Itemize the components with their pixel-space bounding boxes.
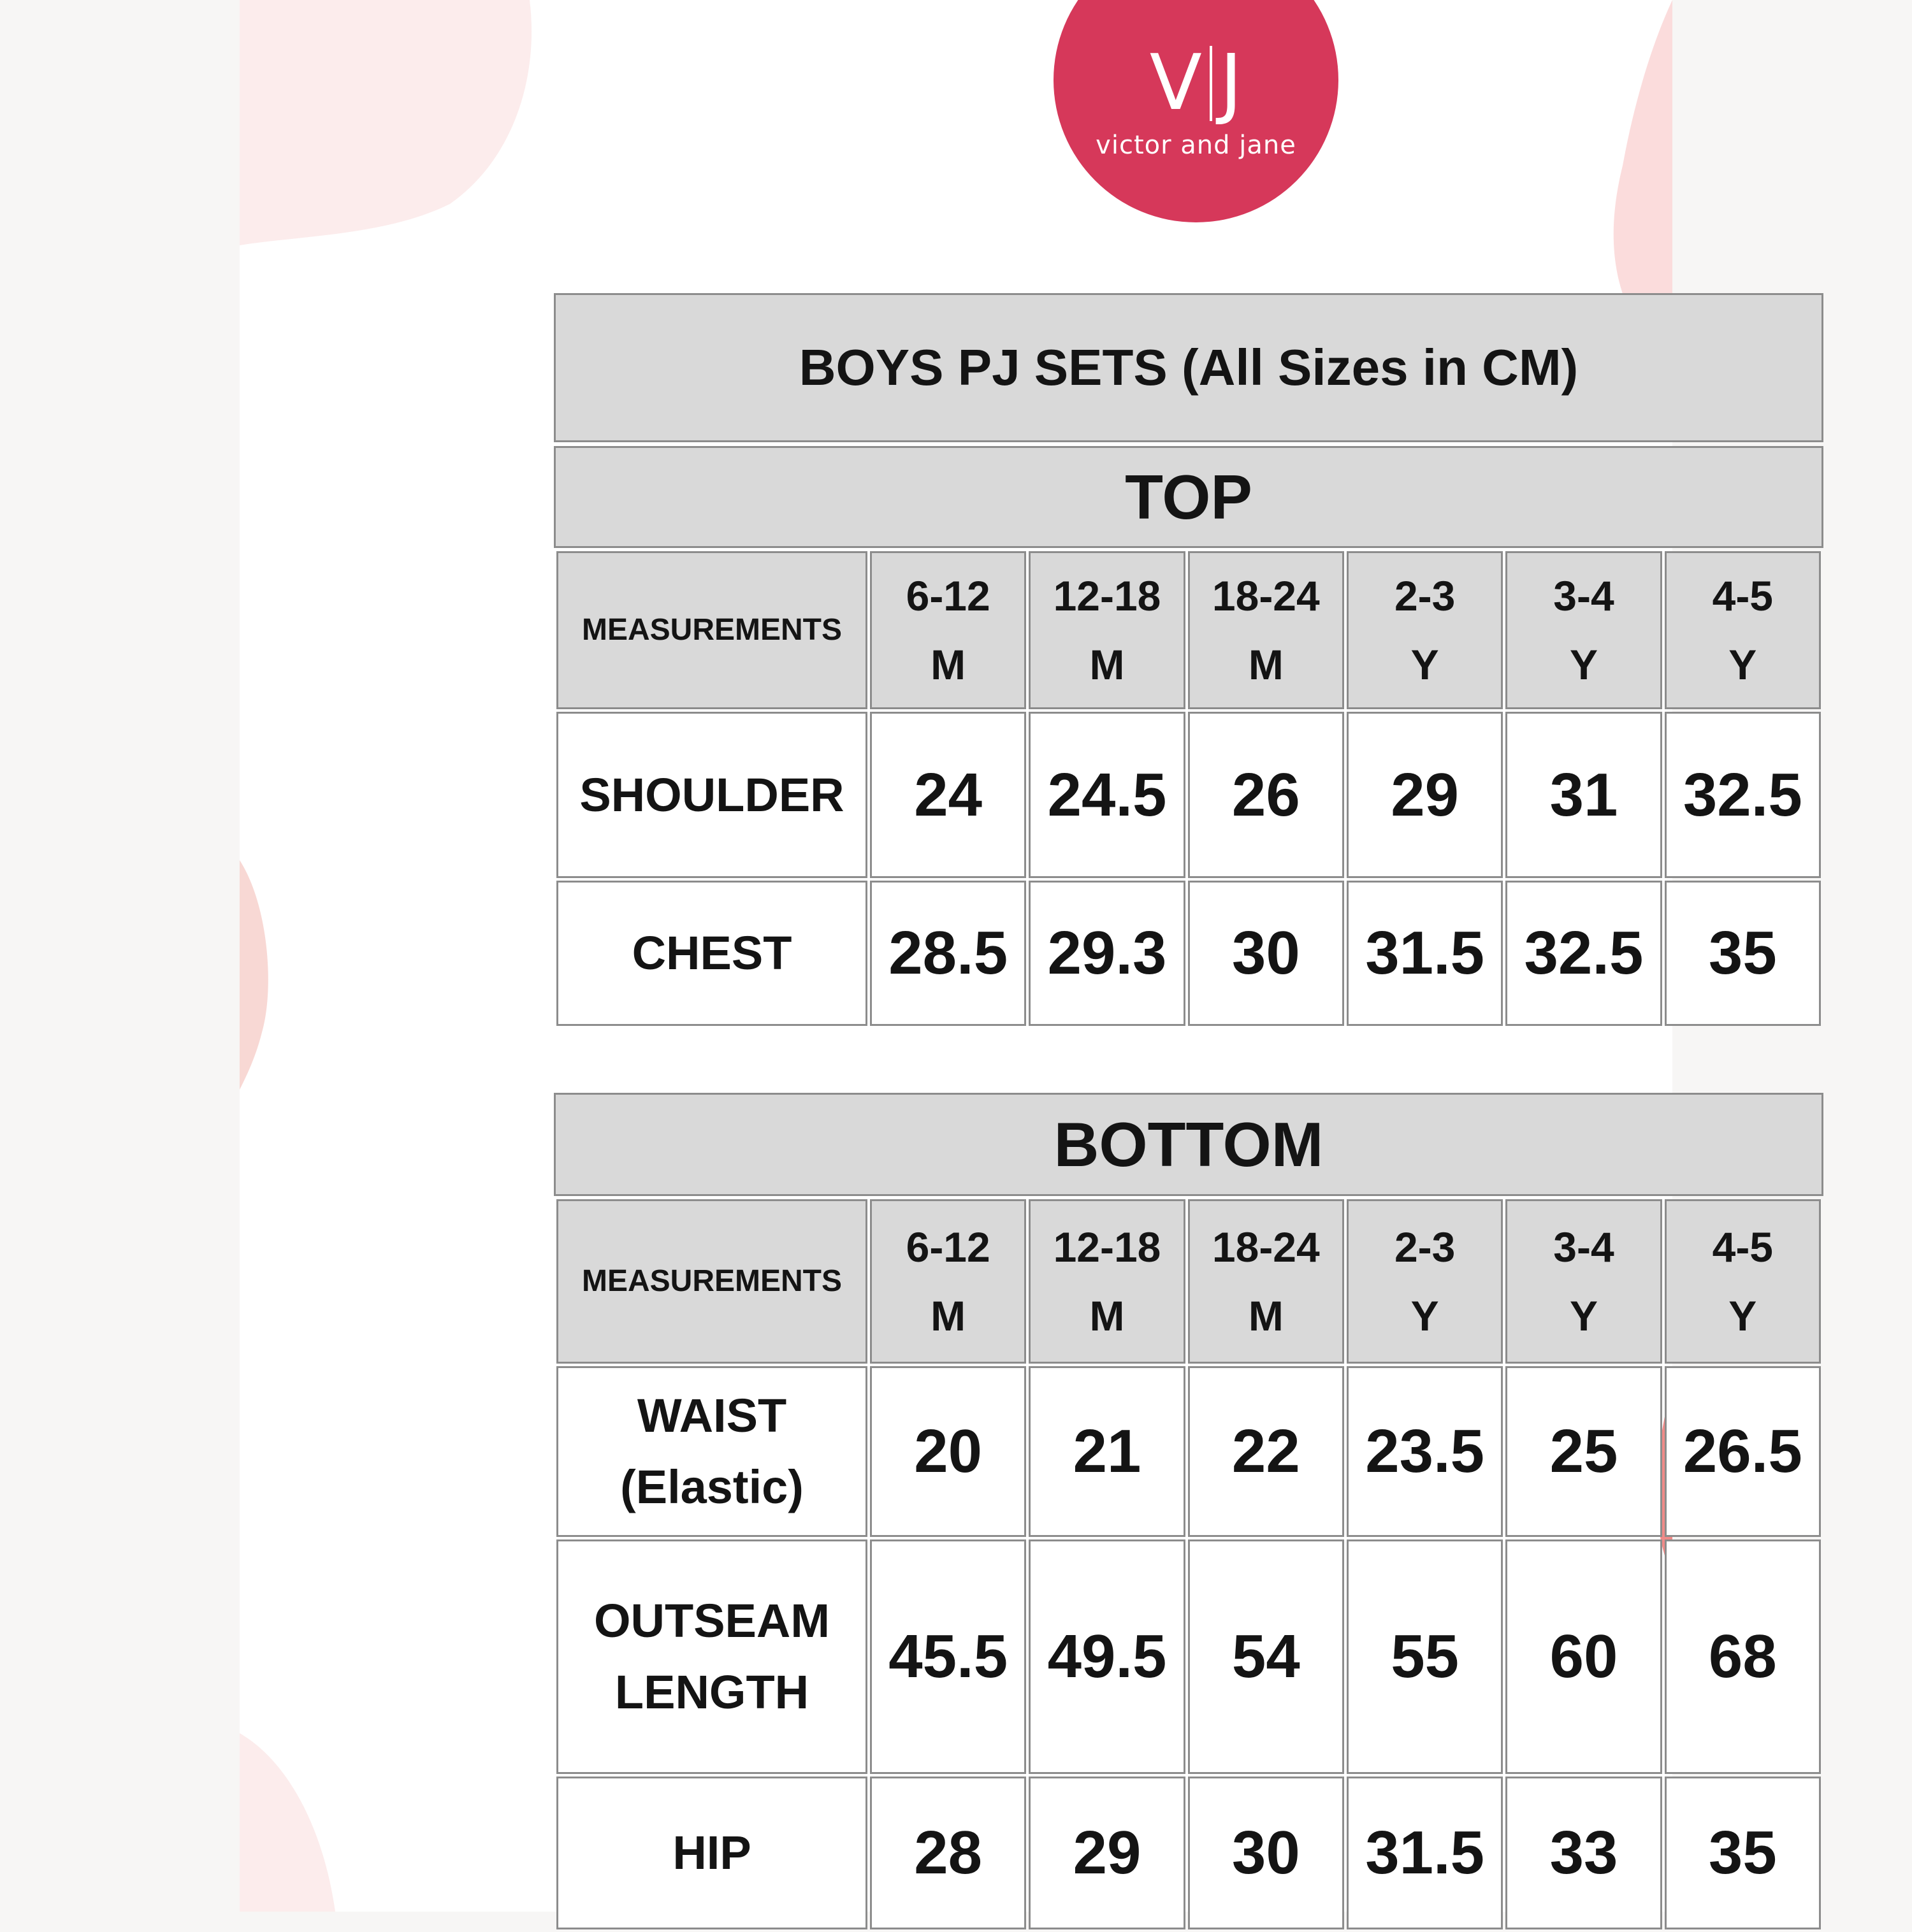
size-header: 12-18 M	[1029, 1199, 1185, 1364]
table-cell: 31.5	[1347, 881, 1503, 1026]
size-header: 3-4 Y	[1505, 1199, 1662, 1364]
decorative-blob-left-middle	[240, 860, 278, 1090]
logo-letter-j: J	[1219, 38, 1243, 127]
size-header: 4-5 Y	[1665, 1199, 1821, 1364]
table-cell: 26.5	[1665, 1366, 1821, 1537]
table-cell: 25	[1505, 1366, 1662, 1537]
table-cell: 33	[1505, 1777, 1662, 1929]
table-cell: 31	[1505, 712, 1662, 878]
table-cell: 35	[1665, 881, 1821, 1026]
table-cell: 68	[1665, 1539, 1821, 1774]
table-cell: 24.5	[1029, 712, 1185, 878]
measurements-header: MEASUREMENTS	[556, 551, 867, 709]
logo-divider	[1210, 46, 1212, 121]
table-cell: 35	[1665, 1777, 1821, 1929]
table-row-outseam-length	[556, 1539, 1821, 1774]
table-cell: 30	[1188, 881, 1344, 1026]
row-label: OUTSEAM LENGTH	[556, 1539, 867, 1774]
table-cell: 32.5	[1505, 881, 1662, 1026]
table-cell: 26	[1188, 712, 1344, 878]
row-label: CHEST	[556, 881, 867, 1026]
table-cell: 31.5	[1347, 1777, 1503, 1929]
table-cell: 54	[1188, 1539, 1344, 1774]
measurements-header: MEASUREMENTS	[556, 1199, 867, 1364]
table-row-shoulder	[556, 712, 1821, 878]
table-row-waist	[556, 1366, 1821, 1537]
table-cell: 21	[1029, 1366, 1185, 1537]
chart-title-text: BOYS PJ SETS (All Sizes in CM)	[799, 339, 1579, 396]
bottom-section-heading	[554, 1093, 1823, 1196]
table-row-hip	[556, 1777, 1821, 1929]
top-heading-text: TOP	[1125, 461, 1252, 532]
size-header: 2-3 Y	[1347, 1199, 1503, 1364]
table-cell: 28	[870, 1777, 1026, 1929]
table-cell: 22	[1188, 1366, 1344, 1537]
size-header: 2-3 Y	[1347, 551, 1503, 709]
table-cell: 32.5	[1665, 712, 1821, 878]
table-cell: 29	[1029, 1777, 1185, 1929]
table-cell: 60	[1505, 1539, 1662, 1774]
table-cell: 20	[870, 1366, 1026, 1537]
size-header: 6-12 M	[870, 1199, 1026, 1364]
brand-name: victor and jane	[1096, 130, 1296, 160]
table-row-chest	[556, 881, 1821, 1026]
table-cell: 49.5	[1029, 1539, 1185, 1774]
top-section-heading	[554, 446, 1823, 548]
bottom-heading-text: BOTTOM	[1054, 1109, 1324, 1179]
size-header: 6-12 M	[870, 551, 1026, 709]
table-cell: 30	[1188, 1777, 1344, 1929]
size-header: 18-24 M	[1188, 551, 1344, 709]
table-header-row	[556, 551, 1821, 709]
size-chart-page	[240, 0, 1802, 1912]
logo-monogram	[1149, 38, 1243, 127]
chart-title	[554, 293, 1823, 442]
table-cell: 29	[1347, 712, 1503, 878]
size-header: 18-24 M	[1188, 1199, 1344, 1364]
row-label: SHOULDER	[556, 712, 867, 878]
bottom-size-table	[554, 1197, 1823, 1932]
top-size-table	[554, 549, 1823, 1028]
table-cell: 45.5	[870, 1539, 1026, 1774]
table-cell: 29.3	[1029, 881, 1185, 1026]
table-cell: 55	[1347, 1539, 1503, 1774]
brand-logo	[1054, 0, 1338, 222]
decorative-blob-top-left	[240, 0, 533, 255]
logo-letter-v: V	[1149, 38, 1202, 127]
table-header-row	[556, 1199, 1821, 1364]
row-label: WAIST (Elastic)	[556, 1366, 867, 1537]
table-cell: 24	[870, 712, 1026, 878]
table-cell: 23.5	[1347, 1366, 1503, 1537]
size-header: 12-18 M	[1029, 551, 1185, 709]
size-header: 4-5 Y	[1665, 551, 1821, 709]
row-label: HIP	[556, 1777, 867, 1929]
decorative-blob-bottom-left	[240, 1733, 342, 1912]
table-cell: 28.5	[870, 881, 1026, 1026]
size-header: 3-4 Y	[1505, 551, 1662, 709]
